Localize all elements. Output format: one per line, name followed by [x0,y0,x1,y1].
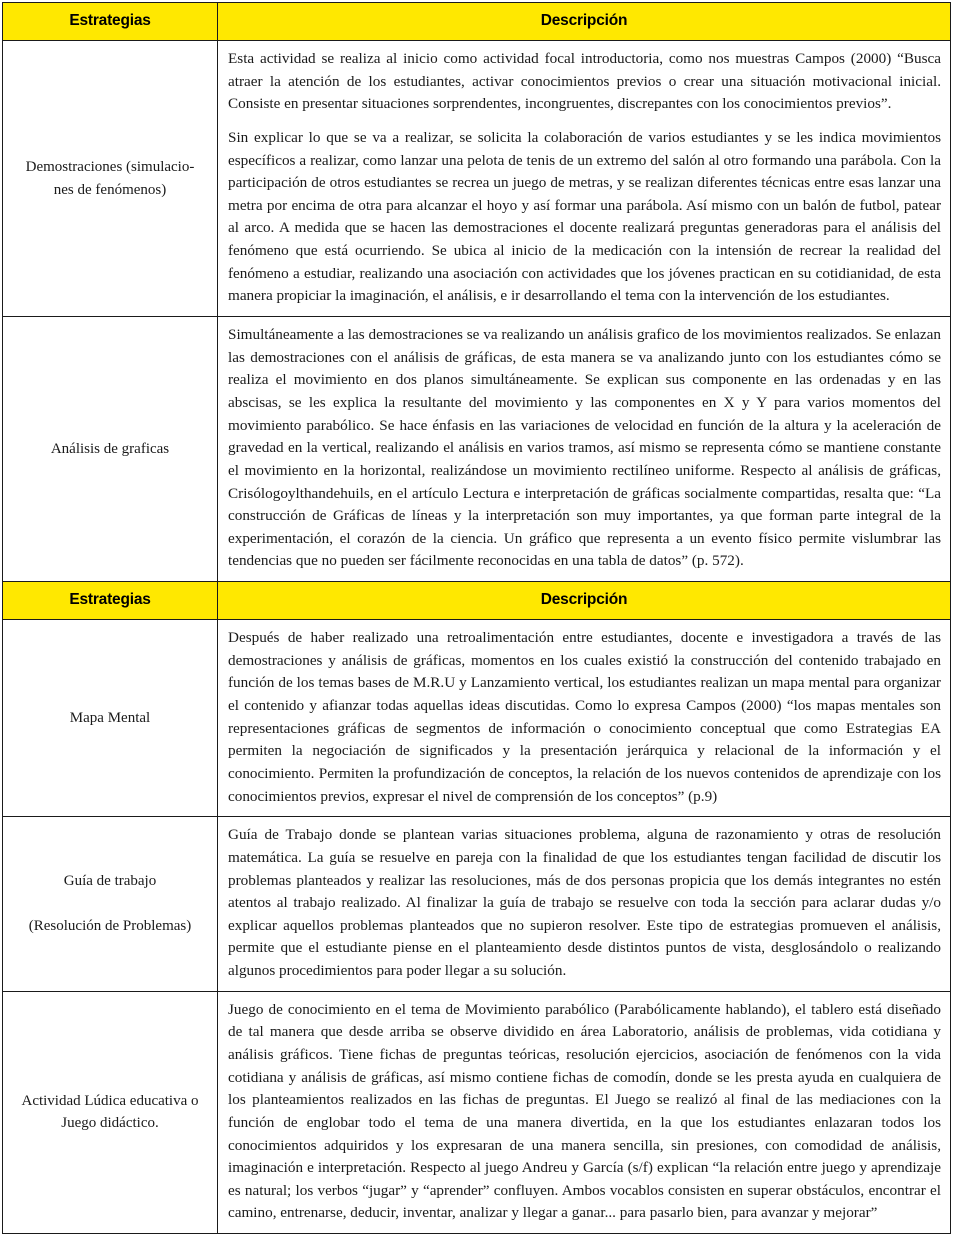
column-header-description-2: Descripción [218,582,951,620]
table-body [3,3,951,1234]
strategy-name-line: Actividad Lúdica educativa o [21,1092,199,1109]
strategy-name-cell [3,991,218,1233]
description-paragraph: Esta actividad se realiza al inicio como actividad focal introductoria, como nos muestras Campos (2000) “Busca atraer la atención de los estudiantes, activar conocimientos previos o crear una situación motivacional inicial. Consiste en presentar situaciones sorprendentes, incongruentes, discrepantes con los conocimientos previos”. [228,50,941,113]
strategy-description-cell [218,317,951,582]
table-header-row-1 [3,3,951,41]
strategy-name-cell [3,317,218,582]
strategy-name-line: Guía de trabajo [63,872,157,889]
description-paragraph: Sin explicar lo que se va a realizar, se solicita la colaboración de varios estudiantes y se les indica movimientos específicos a realizar, como lanzar una pelota de tenis de un extremo del salón al otro formando una parábola. Con la participación de otros estudiantes se recrea un juego de metras, y se realizan diferentes técnicas entre esas lanzar una metra por encima de otra para alcanzar el hoyo y así formar una parábola. Así mismo con un balón de futbol, patear al arco. A medida que se hacen las demostraciones el docente realizará preguntas generadoras para el análisis del fenómeno que está ocurriendo. Se ubica al inicio de la medicación con la intensión de recrear la realidad del fenómeno a estudiar, realizando una asociación con actividades que los jóvenes practican en su cotidianidad, de esta manera propiciar la imaginación, el análisis, e ir desarrollando el tema con la intervención de los estudiantes. [228,128,941,305]
table-row [3,41,951,317]
strategy-name-cell [3,620,218,817]
table-row [3,620,951,817]
strategies-table [2,2,951,1234]
table-header-row-2 [3,582,951,620]
strategy-name-cell [3,41,218,317]
strategy-name-line: Demostraciones (simulacio- [25,158,195,175]
table-row [3,317,951,582]
strategy-name-cell [3,817,218,991]
strategy-name-line: Mapa Mental [69,709,151,726]
description-paragraph: Después de haber realizado una retroalimentación entre estudiantes, docente e investigadora a través de las demostraciones y análisis de gráficas, momentos en los cuales existió la construcción del contenido trabajado en función de los temas bases de M.R.U y Lanzamiento vertical, los estudiantes realizan un mapa mental para organizar el contenido y afianzar todas aquellas ideas discutidas. Como lo expresa Campos (2000) “los mapas mentales son representaciones gráficas de segmentos de información o conocimiento conceptual que como Estrategias EA permiten la negociación de significados y la presentación jerárquica y relacional de la información y el conocimiento. Permiten la profundización de conceptos, la relación de los nuevos contenidos de aprendizaje con los conocimientos previos, expresar el nivel de comprensión de los conceptos” (p.9) [228,629,941,805]
column-header-description-1: Descripción [218,3,951,41]
column-header-strategy-1: Estrategias [3,3,218,41]
strategy-name-line: Análisis de graficas [50,440,170,457]
strategy-description-cell [218,991,951,1233]
table-row [3,817,951,991]
description-paragraph: Juego de conocimiento en el tema de Movimiento parabólico (Parabólicamente hablando), el tablero está diseñado de tal manera que desde arriba se observe dividido en área Laboratorio, análisis de problemas, vida cotidiana y análisis gráficos. Tiene fichas de preguntas teóricas, resolución ejercicios, asociación de fenómenos con la vida cotidiana y análisis de gráficas, así mismo contiene fichas de comodín, donde se les presta ayuda en cualquiera de los planteamientos realizados en las fichas de preguntas. El Juego se realizó al final de las mediaciones con la función de englobar todo el tema de una manera divertida, en la que los estudiantes enlazaran todos los conocimientos adquiridos y los expresaran de una manera sencilla, sin presiones, con comodidad de análisis, imaginación e interpretación. Respecto al juego Andreu y García (s/f) explican “la relación entre juego y aprendizaje es natural; los verbos “jugar” y “aprender” confluyen. Ambos vocablos consisten en superar obstáculos, encontrar el camino, entrenarse, deducir, inventar, analizar y llegar a ganar... para pasarlo bien, para avanzar y mejorar” [228,1000,941,1222]
strategy-description-cell [218,620,951,817]
strategy-description-cell [218,817,951,991]
strategy-description-cell [218,41,951,317]
table-row [3,991,951,1233]
strategy-name-line: (Resolución de Problemas) [28,918,192,935]
strategy-name-line: nes de fenómenos) [53,181,167,198]
column-header-strategy-2: Estrategias [3,582,218,620]
strategy-name-line: Juego didáctico. [61,1115,159,1132]
description-paragraph: Simultáneamente a las demostraciones se va realizando un análisis grafico de los movimientos realizados. Se enlazan las demostraciones con el análisis de gráficas, de esta manera se va analizando junto con los estudiantes cómo se realiza el movimiento en dos planos simultáneamente. Se explican sus componente en las ordenadas y en las abscisas, se les explica la resultante del movimiento y las componentes en X y Y para varios momentos del movimiento parabólico. Se hace énfasis en las variaciones de velocidad en función de la altura y la aceleración de gravedad en la vertical, realizando el análisis en varios tramos, así mismo se representa cómo se mantiene constante el movimiento en la horizontal, realizándose un movimiento rectilíneo uniforme. Respecto al análisis de gráficas, Crisólogoylthandehuils, en el artículo Lectura e interpretación de gráficas socialmente compartidas, resalta que: “La construcción de Gráficas de líneas y la interpretación son muy importantes, ya que forman parte integral de la experimentación, el corazón de la ciencia. Un gráfico que representa a un evento físico permite vislumbrar las tendencias que no pueden ser fácilmente reconocidas en una tabla de datos” (p. 572). [228,326,941,570]
description-paragraph: Guía de Trabajo donde se plantean varias situaciones problema, alguna de razonamiento y otras de resolución matemática. La guía se resuelve en pareja con la finalidad de que los estudiantes tengan facilidad de discutir los problemas planteados y realizar las resoluciones, más de dos personas propicia que los demás integrantes no estén atentos al trabajo realizado. Al finalizar la guía de trabajo se resuelve con toda la sección para aclarar dudas y/o explicar aquellos problemas planteados que no supieron resolver. Este tipo de estrategias promueven el análisis, permite que el estudiante piense en el planteamiento desde distintos puntos de vista, desglosándolo o realizando algunos procedimientos para poder llegar a su solución. [228,826,941,980]
